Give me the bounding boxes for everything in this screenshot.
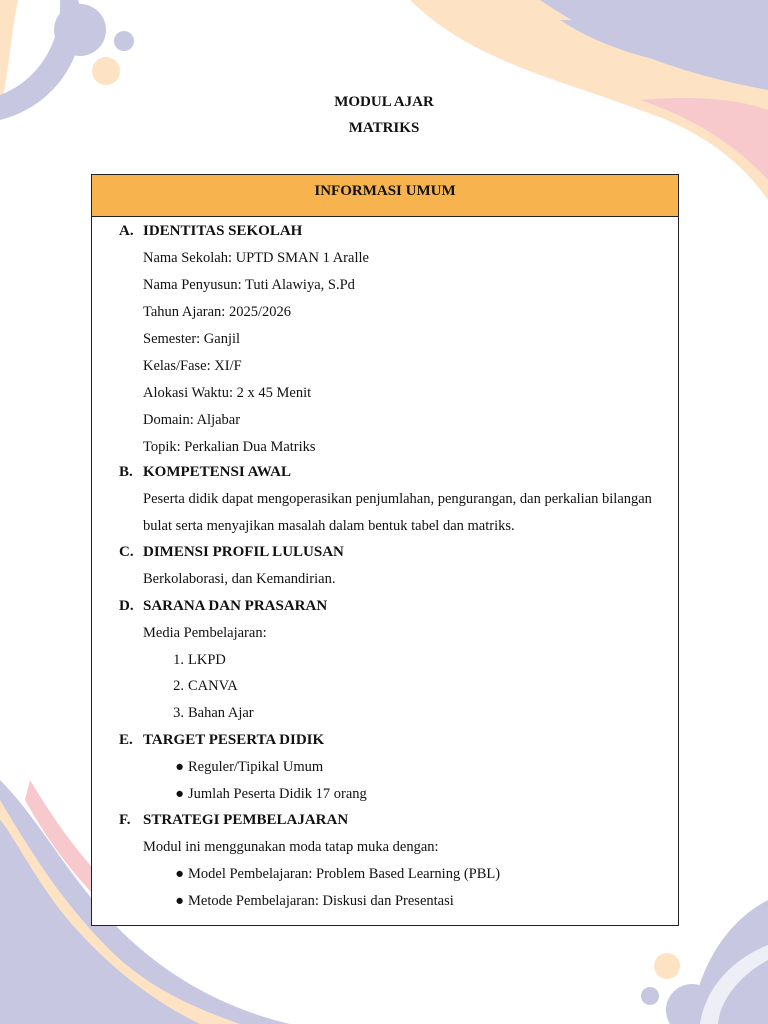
list-text: Jumlah Peserta Didik 17 orang: [188, 786, 367, 802]
list-item: [173, 652, 226, 669]
school-name-line: Nama Sekolah: UPTD SMAN 1 Aralle: [143, 250, 369, 266]
list-text: Metode Pembelajaran: Diskusi dan Presentasi: [188, 893, 454, 909]
profile-line: Berkolaborasi, dan Kemandirian.: [143, 571, 336, 587]
section-title: SARANA DAN PRASARAN: [143, 598, 328, 614]
list-number: 2.: [173, 678, 184, 694]
list-item: [175, 786, 367, 803]
list-item: [175, 759, 324, 776]
domain-line: Domain: Aljabar: [143, 412, 241, 428]
section-letter: D.: [119, 598, 134, 614]
section-letter: A.: [119, 223, 134, 239]
list-text: LKPD: [188, 652, 226, 668]
table-header: INFORMASI UMUM: [92, 175, 678, 217]
academic-year-line: Tahun Ajaran: 2025/2026: [143, 304, 291, 320]
bullet-icon: ●: [175, 866, 184, 882]
topic-line: Topik: Perkalian Dua Matriks: [143, 439, 316, 455]
time-allocation-line: Alokasi Waktu: 2 x 45 Menit: [143, 385, 312, 401]
list-item: [175, 893, 454, 910]
info-table: [91, 174, 679, 926]
list-text: Bahan Ajar: [188, 705, 254, 721]
bullet-icon: ●: [175, 759, 184, 775]
media-intro: Media Pembelajaran:: [143, 625, 267, 641]
section-letter: F.: [119, 812, 131, 828]
list-text: CANVA: [188, 678, 238, 694]
list-item: [173, 678, 238, 695]
bullet-icon: ●: [175, 893, 184, 909]
strategy-intro: Modul ini menggunakan moda tatap muka dengan:: [143, 839, 439, 855]
list-item: [175, 866, 501, 883]
section-title: TARGET PESERTA DIDIK: [143, 732, 325, 748]
section-title: DIMENSI PROFIL LULUSAN: [143, 544, 344, 560]
section-heading-f: [119, 812, 348, 829]
section-heading-d: [119, 598, 327, 615]
bullet-icon: ●: [175, 786, 184, 802]
semester-line: Semester: Ganjil: [143, 331, 241, 347]
section-letter: E.: [119, 732, 133, 748]
author-line: Nama Penyusun: Tuti Alawiya, S.Pd: [143, 277, 355, 293]
class-phase-line: Kelas/Fase: XI/F: [143, 358, 242, 374]
competency-line: bulat serta menyajikan masalah dalam bentuk tabel dan matriks.: [143, 518, 515, 534]
document-title: MODUL AJAR: [334, 94, 434, 110]
list-number: 1.: [173, 652, 184, 668]
section-heading-a: [119, 223, 302, 240]
list-text: Model Pembelajaran: Problem Based Learning (PBL): [188, 866, 501, 882]
list-text: Reguler/Tipikal Umum: [188, 759, 324, 775]
section-letter: B.: [119, 464, 133, 480]
document-subtitle: MATRIKS: [348, 120, 420, 136]
section-heading-b: [119, 464, 291, 481]
section-title: IDENTITAS SEKOLAH: [143, 223, 303, 239]
list-item: [173, 705, 254, 722]
section-title: STRATEGI PEMBELAJARAN: [143, 812, 349, 828]
section-heading-c: [119, 544, 344, 561]
competency-line: Peserta didik dapat mengoperasikan penjumlahan, pengurangan, dan perkalian bilangan: [143, 491, 652, 507]
list-number: 3.: [173, 705, 184, 721]
section-title: KOMPETENSI AWAL: [143, 464, 291, 480]
section-letter: C.: [119, 544, 134, 560]
section-heading-e: [119, 732, 324, 749]
